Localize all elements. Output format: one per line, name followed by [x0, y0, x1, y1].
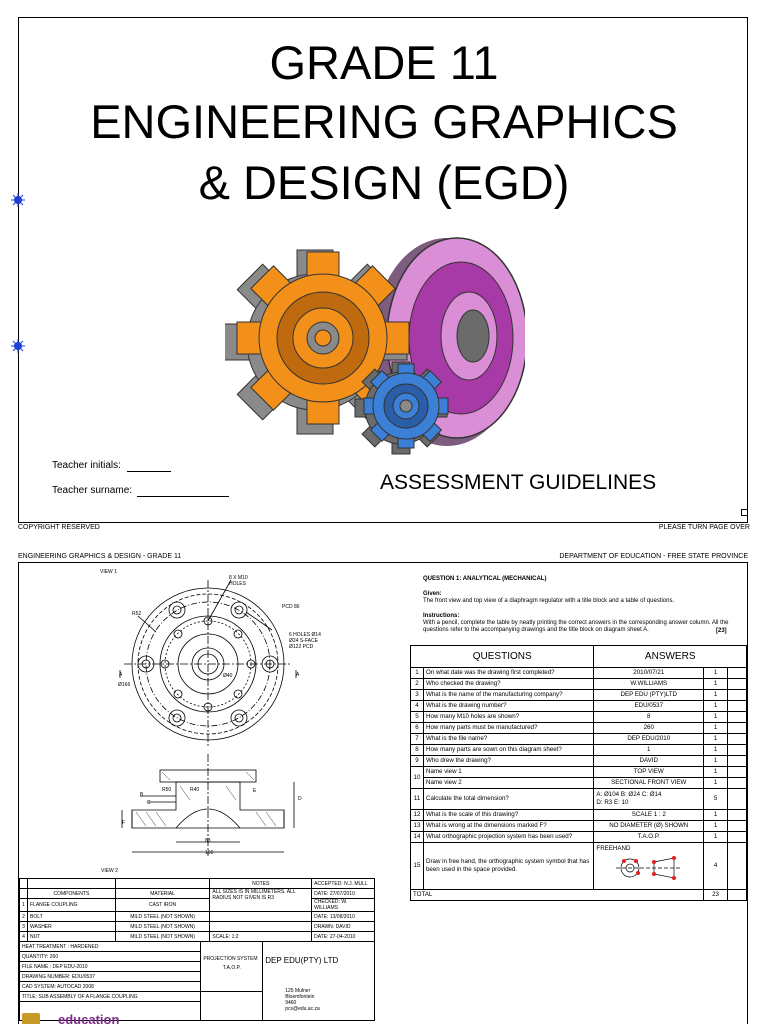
cover-title-line-1: GRADE 11	[269, 36, 499, 89]
table-row: 14 What orthographic projection system has been used? T.A.O.P. 1	[411, 832, 747, 843]
title-block: NOTES ACCEPTED: N.J. MULL COMPONENTS MATERIAL ALL SIZES IS IN MILLIMETERS. ALL RADIUS NOT GIVEN IS R3 DATE: 27/07/2010 1 FLANGE COUPLING CAST IRON CHECKED: W. WILLIAMS 2 BOLT MILD STEEL (NOT SHOWN) DATE: 13/08/2010 3 WASHER MILD STEEL (NOT SHOWN) DRAWN: DAVID 4 NUT MILD STEEL (NOT SHOWN) SCALE: 1:2 DATE: 27-04-2010	[19, 878, 375, 942]
dim-b: B	[140, 792, 144, 798]
crest-logo-icon	[22, 1013, 40, 1024]
table-row: Name view 2 SECTIONAL FRONT VIEW 1	[411, 778, 747, 789]
r52-callout: R52	[132, 611, 142, 617]
r50-callout: R50	[162, 787, 172, 793]
table-row: 6 How many parts must be manufactured? 260 1	[411, 723, 747, 734]
questions-header: QUESTIONS	[411, 646, 594, 668]
cover-title-line-3: & DESIGN (EGD)	[198, 156, 570, 209]
dim-166: 166	[205, 850, 214, 856]
instructions-text: With a pencil, complete the table by neatly printing the correct answers in the corresponding answer column. All the questions refer to the accompanying drawings and the title block on diagram sheet A.	[423, 620, 729, 633]
dim-d: D	[298, 796, 302, 802]
holes-callout: 8 X M10 HOLES	[229, 575, 248, 587]
pcd86-callout: PCD 86	[282, 604, 300, 610]
table-row: 11 Calculate the total dimension? A: Ø104 B: Ø24 C: Ø14 D: R3 E: 10 5	[411, 789, 747, 810]
section-a-right: A	[296, 672, 300, 678]
assessment-subtitle: ASSESSMENT GUIDELINES	[380, 471, 657, 494]
copyright-footer: COPYRIGHT RESERVED	[18, 524, 100, 531]
table-row: 7 What is the file name? DEP EDU/2010 1	[411, 734, 747, 745]
dim-83: 83	[205, 838, 211, 844]
page2-header-right: DEPARTMENT OF EDUCATION - FREE STATE PROVINCE	[559, 553, 748, 560]
table-row: 10 Name view 1 TOP VIEW 1	[411, 767, 747, 778]
corner-box	[741, 509, 748, 516]
question-heading: QUESTION 1: ANALYTICAL (MECHANICAL)	[423, 576, 547, 582]
teacher-surname-label: Teacher surname:	[52, 485, 133, 496]
dim-c: C	[147, 800, 151, 806]
dim-e: E	[253, 788, 257, 794]
table-row: 9 Who drew the drawing? DAVID 1	[411, 756, 747, 767]
instructions-label: Instructions:	[423, 613, 460, 619]
table-row: 5 How many M10 holes are shown? 8 1	[411, 712, 747, 723]
cover-title-line-2: ENGINEERING GRAPHICS	[90, 95, 678, 148]
table-row: TOTAL 23	[411, 890, 747, 901]
teacher-initials-label: Teacher initials:	[52, 460, 121, 471]
title-block-lower: HEAT TREATMENT : HARDENED PROJECTION SYSTEM T.A.O.P. DEP EDU(PTY) LTD 125 Mulner Bloemfontein 9460 pcs@edu.ac.za QUANTITY: 260 FILE NAME : DEP EDU-2010 DRAWING NUMBER: EDU/0537 CAD SYSTEM: AUTOCAD 2008 TITLE: SUB ASSEMBLY OF A FLANGE COUPLING	[19, 941, 375, 1021]
table-row: 13 What is wrong at the dimensions marked F? NO DIAMETER (Ø) SHOWN 1	[411, 821, 747, 832]
teacher-surname-field[interactable]	[137, 496, 229, 497]
holes14-callout: 6 HOLES Ø14 Ø24 S-FACE Ø122 PCD	[289, 632, 321, 650]
section-a-left: A	[119, 672, 123, 678]
binder-hole-icon	[10, 192, 26, 208]
given-label: Given:	[423, 591, 442, 597]
phi166-callout: Ø166	[118, 682, 131, 688]
table-row: 4 What is the drawing number? EDU/0537 1	[411, 701, 747, 712]
gears-illustration-icon	[225, 232, 525, 472]
table-row: 3 What is the name of the manufacturing company? DEP EDU (PTY)LTD 1	[411, 690, 747, 701]
view2-label: VIEW 2	[101, 868, 118, 874]
phi40-callout: Ø40	[223, 673, 233, 679]
r40-callout: R40	[190, 787, 200, 793]
table-row: 1 On what date was the drawing first completed? 2010/07/21 1	[411, 668, 747, 679]
given-text: The front view and top view of a diaphragm regulator with a title block and a table of questions.	[423, 598, 675, 604]
answers-header: ANSWERS	[594, 646, 747, 668]
table-row: 15 Draw in free hand, the orthographic system symbol that has been used in the space provided. FREEHAND 4	[411, 843, 747, 890]
page2-header-left: ENGINEERING GRAPHICS & DESIGN - GRADE 11	[18, 553, 182, 560]
table-row: 2 Who checked the drawing? W.WILLIAMS 1	[411, 679, 747, 690]
projection-symbol-icon	[614, 853, 684, 883]
binder-hole-icon	[10, 338, 26, 354]
questions-table	[410, 645, 747, 901]
view1-label: VIEW 1	[100, 569, 117, 575]
teacher-initials-field[interactable]	[127, 471, 171, 472]
marks-total: [23]	[716, 628, 727, 634]
education-logo-text: education	[58, 1012, 120, 1027]
table-row: 12 What is the scale of this drawing? SCALE 1 : 2 1	[411, 810, 747, 821]
technical-drawing	[96, 566, 326, 878]
dim-f: F	[122, 820, 126, 826]
table-row: 8 How many parts are sown on this diagram sheet? 1 1	[411, 745, 747, 756]
turn-page-footer: PLEASE TURN PAGE OVER	[658, 524, 750, 531]
company-name: DEP EDU(PTY) LTD	[265, 956, 339, 965]
